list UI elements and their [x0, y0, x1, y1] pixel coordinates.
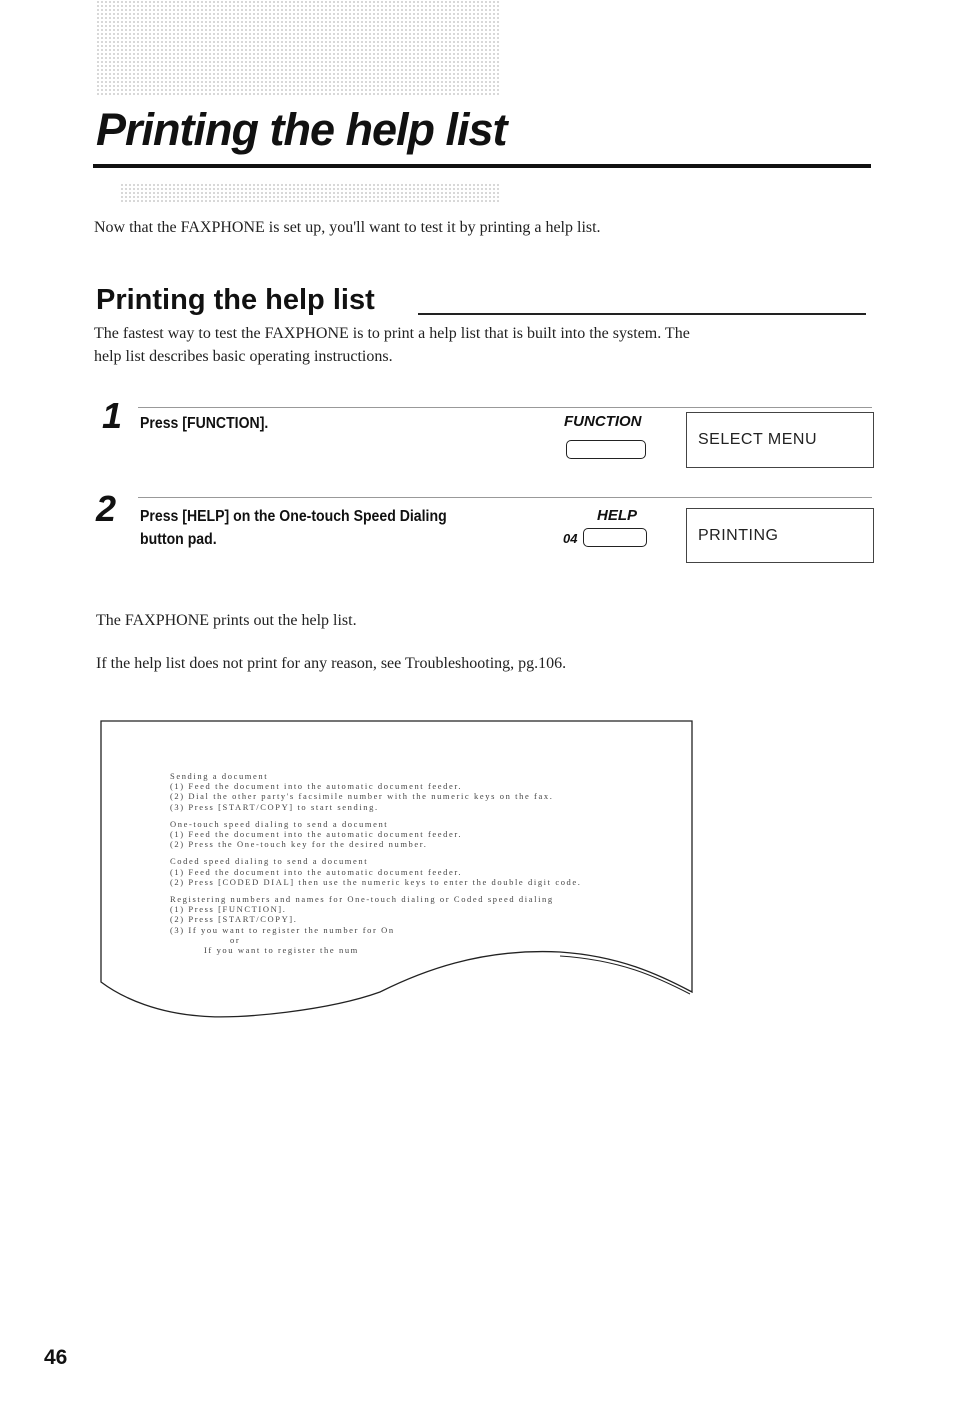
step-1-number: 1	[102, 395, 123, 436]
page-title: Printing the help list	[96, 104, 507, 155]
printout-gap	[170, 887, 650, 894]
printout-gap	[170, 812, 650, 819]
printout-line: Sending a document	[170, 771, 269, 781]
printout-line: (1) Feed the document into the automatic document feeder.	[170, 829, 463, 840]
printout-line: (3) Press [START/COPY] to start sending.	[170, 801, 379, 812]
printout-line: (1) Feed the document into the automatic document feeder.	[170, 866, 463, 877]
printout-line: Registering numbers and names for One-touch dialing or Coded speed dialing	[170, 894, 554, 905]
step-1-instruction: Press [FUNCTION].	[140, 415, 269, 432]
result-line-1: The FAXPHONE prints out the help list.	[96, 612, 357, 629]
function-key-icon	[566, 440, 646, 459]
section-heading: Printing the help list	[96, 284, 375, 316]
printout-text-block	[170, 771, 650, 955]
printout-line: (1) Press [FUNCTION].	[170, 904, 287, 915]
help-key-label: HELP	[597, 507, 638, 524]
halftone-decoration-under-title	[120, 183, 500, 203]
help-key-icon	[583, 528, 647, 547]
printout-line: One-touch speed dialing to send a document	[170, 818, 389, 829]
printout-line: (2) Press the One-touch key for the desired number.	[170, 839, 428, 850]
result-line-2: If the help list does not print for any reason, see Troubleshooting, pg.106.	[96, 655, 567, 672]
section-heading-rule	[418, 313, 866, 315]
printout-line: (2) Press [CODED DIAL] then use the numeric keys to enter the double digit code.	[170, 876, 582, 887]
lcd-display-select-menu: SELECT MENU	[686, 412, 874, 468]
printout-line: (2) Dial the other party's facsimile number with the numeric keys on the fax.	[170, 791, 554, 802]
intro-paragraph: Now that the FAXPHONE is set up, you'll want to test it by printing a help list.	[94, 219, 601, 236]
printout-line: or	[230, 934, 241, 945]
step-2-instruction: Press [HELP] on the One-touch Speed Dialing button pad.	[140, 508, 447, 548]
printout-gap	[170, 849, 650, 856]
title-rule	[93, 164, 871, 168]
printout-line: (3) If you want to register the number for On	[170, 924, 395, 935]
printout-line: Coded speed dialing to send a document	[170, 856, 369, 867]
lcd-display-printing: PRINTING	[686, 508, 874, 563]
section-body: The fastest way to test the FAXPHONE is to print a help list that is built into the system. The help list describes basic operating instructions.	[94, 325, 690, 365]
step-1-rule	[138, 407, 872, 408]
function-key-label: FUNCTION	[564, 413, 642, 430]
help-key-code: 04	[563, 531, 578, 546]
printout-line: If you want to register the num	[204, 945, 359, 956]
halftone-decoration-top	[96, 0, 500, 96]
printout-line: (1) Feed the document into the automatic document feeder.	[170, 781, 463, 792]
page-number: 46	[44, 1346, 68, 1369]
step-2-rule	[138, 497, 872, 498]
printout-line: (2) Press [START/COPY].	[170, 914, 298, 925]
step-2-number: 2	[96, 488, 117, 529]
